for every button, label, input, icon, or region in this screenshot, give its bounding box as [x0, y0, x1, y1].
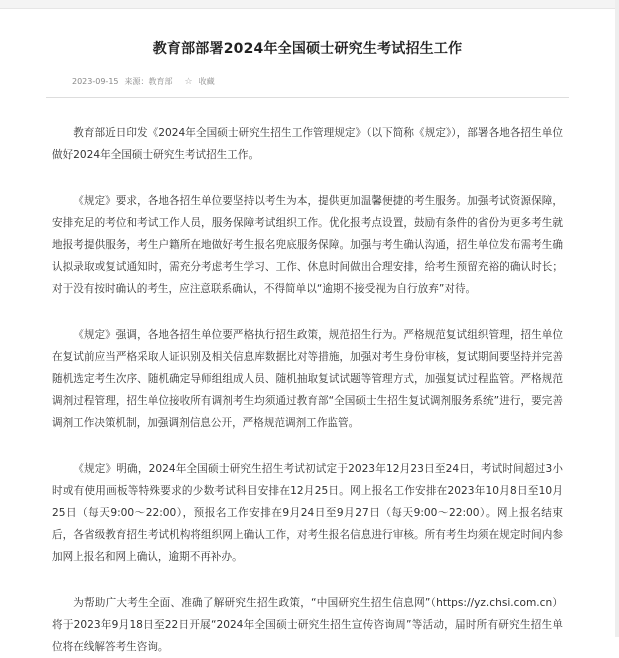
paragraph: 教育部近日印发《2024年全国硕士研究生招生工作管理规定》（以下简称《规定》），部署各地各招生单位做好2024年全国硕士研究生考试招生工作。 — [52, 127, 563, 161]
source-label: 来源：教育部 — [124, 77, 173, 86]
page-title: 教育部部署2024年全国硕士研究生考试招生工作 — [152, 41, 463, 57]
star-outline-icon[interactable]: ☆ — [184, 76, 193, 87]
title-divider — [46, 97, 569, 98]
paragraph: 《规定》强调，各地各招生单位要严格执行招生政策，规范招生行为。严格规范复试组织管理，招生单位在复试前应当严格采取人证识别及相关信息库数据比对等措施，加强对考生身份审核，复试期间要坚持并完善随机选定考生次序、随机确定导师组组成人员、随机抽取复试试题等管理方式，加强复试过程监管。严格规范调剂过程管理，招生单位接收所有调剂考生均须通过教育部“全国硕士生招生复试调剂服务系统”进行，要完善调剂工作决策机制，加强调剂信息公开，严格规范调剂工作监管。 — [52, 329, 563, 429]
article-body — [52, 122, 563, 658]
paragraph: 《规定》明确，2024年全国硕士研究生招生考试初试定于2023年12月23日至24日，考试时间超过3小时或有使用画板等特殊要求的少数考试科目安排在12月25日。网上报名工作安排在2023年10月8日至10月25日（每天9:00～22:00），预报名工作安排在9月24日至9月27日（每天9:00～22:00）。网上报名结束后，各省级教育招生考试机构将组织网上确认工作，对考生报名信息进行审核。所有考生均须在规定时间内参加网上报名和网上确认，逾期不再补办。 — [52, 463, 563, 563]
favorite-label[interactable]: 收藏 — [198, 77, 215, 86]
page-scrollbar-track[interactable] — [615, 0, 619, 637]
article-meta — [72, 76, 615, 87]
paragraph: 《规定》要求，各地各招生单位要坚持以考生为本，提供更加温馨便捷的考生服务。加强考试资源保障，安排充足的考位和考试工作人员，服务保障考试组织工作。优化报考点设置，鼓励有条件的省份为更多考生就地报考提供服务，考生户籍所在地做好考生报名兜底服务保障。加强与考生确认沟通，招生单位发布需考生确认拟录取或复试通知时，需充分考虑考生学习、工作、休息时间做出合理安排，给考生预留充裕的确认时长；对于没有按时确认的考生，应注意联系确认，不得简单以“逾期不接受视为自行放弃”对待。 — [52, 195, 563, 295]
publish-date: 2023-09-15 — [72, 77, 119, 86]
paragraph: 为帮助广大考生全面、准确了解研究生招生政策，“中国研究生招生信息网”（https://yz.chsi.com.cn）将于2023年9月18日至22日开展“2024年全国硕士研究生招生宣传咨询周”等活动，届时所有研究生招生单位将在线解答考生咨询。 — [52, 597, 563, 653]
article — [0, 8, 615, 658]
